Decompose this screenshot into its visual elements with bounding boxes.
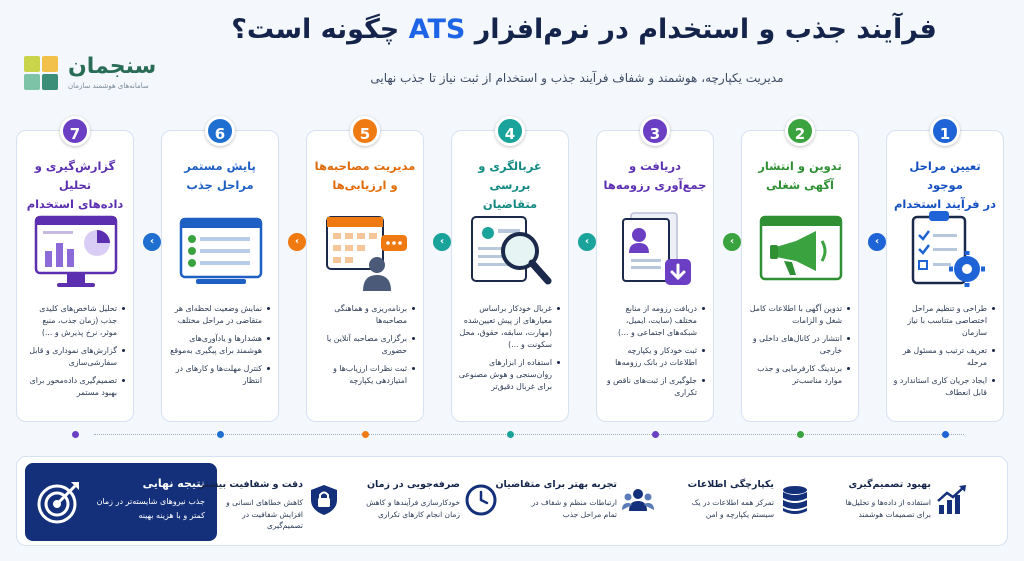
list-item: ایجاد جریان کاری استاندارد و قابل انعطاف	[893, 375, 995, 399]
step-number-4: 4	[495, 116, 525, 146]
step-number-5: 5	[350, 116, 380, 146]
benefit-title: یکپارچگی اطلاعات	[687, 479, 774, 490]
logo-name: سنجمان	[68, 54, 157, 79]
step-number-2: 2	[785, 116, 815, 146]
list-item: برندینگ کارفرمایی و جذب موارد مناسب‌تر	[748, 363, 850, 387]
benefit-integration	[688, 463, 814, 541]
benefits-panel	[16, 456, 1008, 546]
page-title	[204, 14, 964, 45]
database-icon	[778, 483, 812, 517]
chevron-left-icon: ‹	[143, 233, 161, 251]
resume-download-icon	[611, 205, 701, 295]
step-title: غربالگری و بررسی متقاضیان	[478, 159, 542, 211]
benefit-text: ارتباطات منظم و شفاف در تمام مراحل جذب	[531, 498, 617, 519]
title-prefix: فرآیند جذب و استخدام در نرم‌افزار	[474, 14, 937, 45]
timeline-dot	[942, 431, 949, 438]
step-number-1: 1	[930, 116, 960, 146]
benefit-title: صرفه‌جویی در زمان	[366, 479, 460, 490]
step-title: دریافت و جمع‌آوری رزومه‌ها	[603, 159, 707, 192]
step-card-5	[306, 130, 424, 422]
final-result-box	[25, 463, 217, 541]
result-text: جذب نیروهای شایسته‌تر در زمان کمتر و با هزینه بهینه	[96, 497, 205, 520]
step-list	[168, 303, 270, 393]
process-steps	[16, 116, 1008, 446]
benefit-time	[366, 463, 500, 541]
list-item: تعریف ترتیب و مسئول هر مرحله	[893, 345, 995, 369]
list-item: برنامه‌ریزی و هماهنگی مصاحبه‌ها	[313, 303, 415, 327]
step-card-2	[741, 130, 859, 422]
list-item: جلوگیری از ثبت‌های ناقص و تکراری	[603, 375, 705, 399]
step-card-7	[16, 130, 134, 422]
step-title: مدیریت مصاحبه‌ها و ارزیابی‌ها	[314, 159, 416, 192]
list-item: ثبت خودکار و یکپارچه اطلاعات در بانک رزومه‌ها	[603, 345, 705, 369]
step-number-6: 6	[205, 116, 235, 146]
list-item: برگزاری مصاحبه آنلاین یا حضوری	[313, 333, 415, 357]
list-item: غربال خودکار براساس معیارهای از پیش تعیین‌شده (مهارت، سابقه، حقوق، محل سکونت و ...)	[458, 303, 560, 351]
benefit-title: بهبود تصمیم‌گیری	[848, 479, 931, 490]
step-list	[893, 303, 995, 405]
list-item: تدوین آگهی با اطلاعات کامل شغل و الزامات	[748, 303, 850, 327]
timeline-dot	[362, 431, 369, 438]
step-card-3	[596, 130, 714, 422]
step-list	[23, 303, 125, 405]
dashboard-tracking-icon	[176, 205, 266, 295]
timeline-dot	[797, 431, 804, 438]
shield-lock-icon	[307, 483, 341, 517]
title-suffix: چگونه است؟	[231, 14, 400, 45]
step-card-1	[886, 130, 1004, 422]
benefit-title: دقت و شفافیت بیشتر	[199, 479, 303, 490]
step-title: پایش مستمر مراحل جذب	[184, 159, 256, 192]
trend-chart-icon	[935, 483, 969, 517]
list-item: گزارش‌های نموداری و قابل سفارشی‌سازی	[23, 345, 125, 369]
step-title: تعیین مراحل موجود در فرآیند استخدام	[893, 159, 997, 211]
logo-tagline: سامانه‌های هوشمند سازمان	[68, 82, 149, 90]
step-list	[748, 303, 850, 393]
list-item: دریافت رزومه از منابع مختلف (سایت، ایمیل، شبکه‌های اجتماعی و ...)	[603, 303, 705, 339]
chevron-left-icon: ‹	[723, 233, 741, 251]
checklist-gear-icon	[901, 205, 991, 295]
target-arrow-icon	[35, 478, 83, 526]
logo	[24, 52, 157, 98]
analytics-chart-icon	[31, 205, 121, 295]
list-item: استفاده از ابزارهای روان‌سنجی و هوش مصنوعی برای غربال دقیق‌تر	[458, 357, 560, 393]
clock-icon	[464, 483, 498, 517]
list-item: تحلیل شاخص‌های کلیدی جذب (زمان جذب، منبع موثر، نرخ پذیرش و ...)	[23, 303, 125, 339]
benefit-text: خودکارسازی فرآیندها و کاهش زمان انجام کارهای تکراری	[366, 498, 460, 519]
step-title: تدوین و انتشار آگهی شغلی	[758, 159, 842, 192]
timeline-line	[94, 434, 964, 435]
benefit-title: تجربه بهتر برای متقاضیان	[495, 479, 617, 490]
title-highlight: ATS	[408, 14, 466, 45]
list-item: تصمیم‌گیری داده‌محور برای بهبود مستمر	[23, 375, 125, 399]
list-item: انتشار در کانال‌های داخلی و خارجی	[748, 333, 850, 357]
list-item: ثبت نظرات ارزیاب‌ها و امتیازدهی یکپارچه	[313, 363, 415, 387]
step-card-4	[451, 130, 569, 422]
chevron-left-icon: ‹	[868, 233, 886, 251]
timeline-dot	[217, 431, 224, 438]
step-number-7: 7	[60, 116, 90, 146]
result-title: نتیجه نهایی	[142, 477, 205, 490]
step-card-6	[161, 130, 279, 422]
benefit-text: استفاده از داده‌ها و تحلیل‌ها برای تصمیمات هوشمند	[845, 498, 931, 519]
benefit-decision	[845, 463, 971, 541]
benefit-text: تمرکز همه اطلاعات در یک سیستم یکپارچه و امن	[691, 498, 774, 519]
step-list	[458, 303, 560, 399]
benefit-experience	[495, 463, 657, 541]
users-icon	[621, 483, 655, 517]
logo-mark	[24, 56, 60, 92]
step-list	[603, 303, 705, 405]
chevron-left-icon: ‹	[288, 233, 306, 251]
timeline-dot	[507, 431, 514, 438]
timeline-dot	[72, 431, 79, 438]
benefit-text: کاهش خطاهای انسانی و افزایش شفافیت در تصمیم‌گیری	[226, 498, 303, 530]
timeline-dot	[652, 431, 659, 438]
page-subtitle: مدیریت یکپارچه، هوشمند و شفاف فرآیند جذب و استخدام از ثبت نیاز تا جذب نهایی	[370, 71, 784, 85]
list-item: هشدارها و یادآوری‌های هوشمند برای پیگیری به‌موقع	[168, 333, 270, 357]
step-number-3: 3	[640, 116, 670, 146]
megaphone-icon	[756, 205, 846, 295]
benefit-accuracy	[199, 463, 343, 541]
list-item: نمایش وضعیت لحظه‌ای هر متقاضی در مراحل مختلف	[168, 303, 270, 327]
step-list	[313, 303, 415, 393]
list-item: کنترل مهلت‌ها و کارهای در انتظار	[168, 363, 270, 387]
step-title: گزارش‌گیری و تحلیل داده‌های استخدام	[26, 159, 124, 211]
calendar-interview-icon	[321, 205, 411, 295]
chevron-left-icon: ‹	[578, 233, 596, 251]
magnifier-profile-icon	[466, 205, 556, 295]
list-item: طراحی و تنظیم مراحل اختصاصی متناسب با نیاز سازمان	[893, 303, 995, 339]
chevron-left-icon: ‹	[433, 233, 451, 251]
